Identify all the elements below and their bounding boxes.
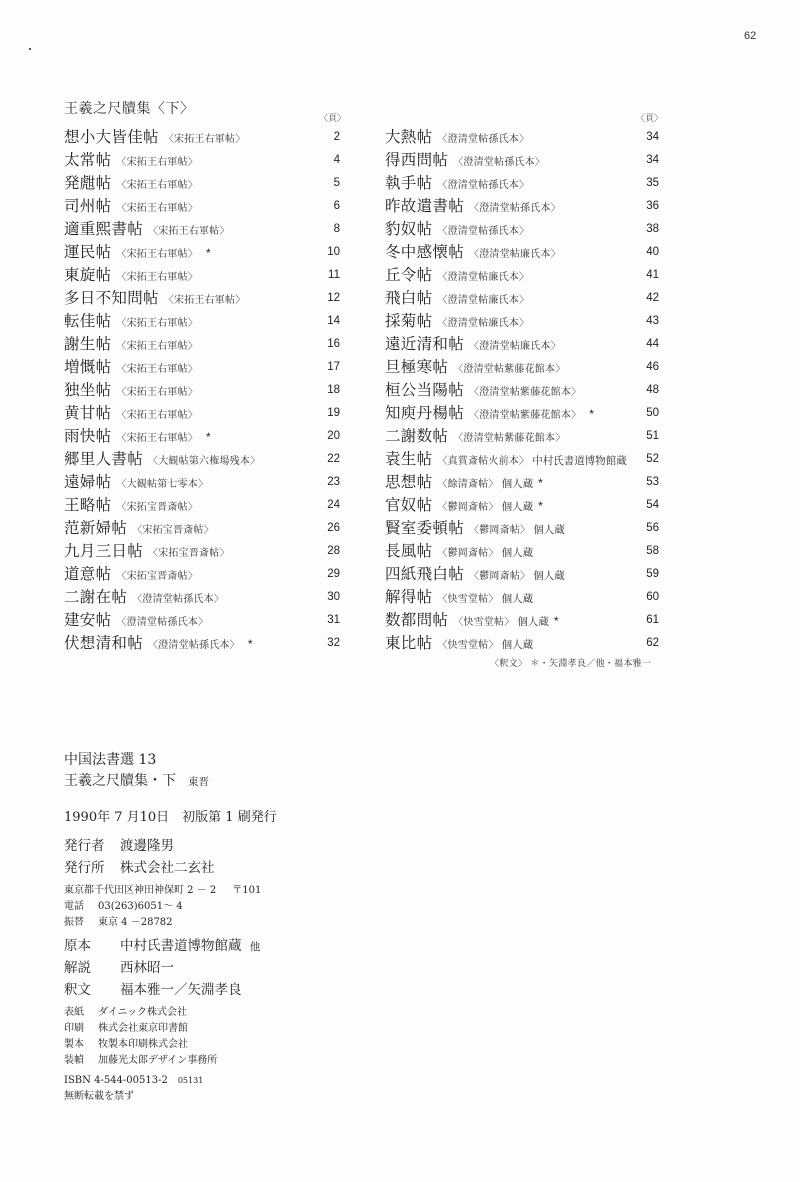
contents-title: 王羲之尺牘集〈下〉 [64, 101, 195, 117]
entry-page-number: 11 [328, 269, 340, 281]
entry-title: 数都問帖 [385, 611, 449, 629]
entry-page-number: 22 [327, 453, 340, 465]
entry-title: 運民帖 [64, 243, 112, 261]
entry-page-number: 19 [327, 407, 340, 419]
contents-entry [385, 471, 663, 494]
contents-entry [64, 471, 346, 494]
entry-title: 二謝在帖 [64, 588, 128, 606]
entry-page-number: 31 [327, 614, 340, 626]
entry-source: 〈宋拓宝晋斎帖〉 [116, 502, 199, 513]
entry-title: 発甝帖 [64, 174, 112, 192]
asterisk-icon: * [206, 430, 211, 444]
entry-title: 遠近清和帖 [385, 335, 465, 353]
publishing-house: 株式会社二玄社 [120, 860, 215, 876]
binding: 牧製本印刷株式会社 [98, 1039, 188, 1050]
entry-source: 〈宋拓王右軍帖〉 [163, 295, 246, 306]
transfer-account: 東京 4 －28782 [98, 917, 173, 928]
entry-title: 飛白帖 [385, 289, 433, 307]
entry-source: 〈澄清堂帖紫藤花館本〉 [469, 410, 582, 421]
contents-entry [64, 149, 346, 172]
contents-entry [385, 126, 663, 149]
entry-source: 〈澄清堂帖孫氏本〉 [148, 640, 240, 651]
entry-title: 雨快帖 [64, 427, 112, 445]
entry-collection: 個人蔵 [501, 478, 534, 490]
translation-credit: 〈釈文〉 ＊・矢淵孝良／他・福本雅一 [490, 659, 652, 669]
entry-source: 〈宋拓王右軍帖〉 [116, 387, 199, 398]
contents-entry [385, 241, 663, 264]
entry-title: 思想帖 [385, 473, 433, 491]
cover-row [64, 1005, 277, 1021]
entry-page-number: 4 [333, 154, 340, 166]
publishing-house-label: 発行所 [64, 860, 105, 876]
contents-entry [385, 379, 663, 402]
entry-collection: 個人蔵 [501, 547, 534, 559]
contents-entry [385, 195, 663, 218]
entry-source: 〈宋拓宝晋斎帖〉 [148, 548, 230, 559]
entry-source: 〈澄清堂帖孫氏本〉 [437, 180, 530, 191]
phone-label: 電話 [64, 901, 84, 912]
contents-entry [385, 310, 663, 333]
entry-title: 遠婦帖 [64, 473, 112, 491]
contents-entry [64, 172, 346, 195]
entry-page-number: 29 [327, 568, 340, 580]
entry-page-number: 53 [646, 476, 659, 488]
contents-entry [385, 540, 663, 563]
entry-title: 東旋帖 [64, 266, 112, 284]
commentary-row [64, 957, 277, 979]
contents-entry [385, 218, 663, 241]
contents-entry [385, 586, 663, 609]
entry-title: 九月三日帖 [64, 542, 144, 560]
entry-page-number: 32 [327, 637, 340, 649]
entry-source: 〈澄清堂帖廉氏本〉 [437, 295, 530, 306]
entry-collection: 中村氏書道博物館蔵 [532, 455, 627, 467]
entry-title: 増慨帖 [64, 358, 112, 376]
contents-entry [385, 563, 663, 586]
commentary: 西林昭一 [120, 960, 174, 976]
contents-entry [64, 264, 346, 287]
entry-title: 官奴帖 [385, 496, 433, 514]
right-entry-list [385, 126, 663, 655]
entry-page-number: 10 [327, 246, 340, 258]
entry-title: 採菊帖 [385, 312, 433, 330]
entry-title: 謝生帖 [64, 335, 112, 353]
entry-page-number: 24 [327, 499, 340, 511]
entry-source: 〈澄清堂帖孫氏本〉 [437, 226, 530, 237]
era: 東晋 [188, 776, 209, 788]
translation: 福本雅一／矢淵孝良 [120, 982, 242, 998]
entry-source: 〈宋拓王右軍帖〉 [163, 134, 246, 145]
contents-entry [385, 425, 663, 448]
entry-source: 〈宋拓王右軍帖〉 [116, 249, 199, 260]
phone-row [64, 899, 277, 915]
entry-page-number: 62 [646, 637, 659, 649]
entry-source: 〈大観帖第六権場残本〉 [148, 456, 261, 467]
entry-page-number: 44 [646, 338, 659, 350]
entry-page-number: 2 [333, 131, 340, 143]
contents-entry [385, 448, 663, 471]
entry-title: 桓公当陽帖 [385, 381, 465, 399]
entry-source: 〈宋拓王右軍帖〉 [116, 433, 199, 444]
copyright-notice: 無断転載を禁ず [64, 1091, 134, 1102]
publication-date: 1990年 7 月10日 初版第 1 刷発行 [64, 810, 277, 825]
entry-title: 執手帖 [385, 174, 433, 192]
entry-page-number: 14 [327, 315, 340, 327]
entry-source: 〈澄清堂帖紫藤花館本〉 [453, 364, 566, 375]
transfer-row [64, 915, 277, 931]
entry-source: 〈餘清斎帖〉 [437, 479, 499, 490]
entry-page-number: 41 [646, 269, 659, 281]
entry-title: 二謝数帖 [385, 427, 449, 445]
contents-entry [385, 333, 663, 356]
entry-source: 〈鬱岡斎帖〉 [437, 548, 499, 559]
entry-page-number: 58 [646, 545, 659, 557]
transfer-label: 振替 [64, 917, 84, 928]
entry-title: 昨故遣書帖 [385, 197, 465, 215]
entry-page-number: 12 [327, 292, 340, 304]
entry-collection: 個人蔵 [517, 616, 549, 628]
entry-title: 知庾丹楊帖 [385, 404, 465, 422]
entry-page-number: 43 [646, 315, 659, 327]
contents-entry [64, 448, 346, 471]
entry-source: 〈澄清堂帖廉氏本〉 [437, 272, 530, 283]
asterisk-icon: * [538, 499, 543, 513]
asterisk-icon: * [538, 476, 543, 490]
entry-source: 〈澄清堂帖紫藤花館本〉 [453, 433, 566, 444]
design-label: 装幀 [64, 1055, 84, 1066]
contents-entry [385, 402, 663, 425]
contents-entry [64, 287, 346, 310]
entry-source: 〈鬱岡斎帖〉 [437, 502, 499, 513]
entry-collection: 個人蔵 [533, 570, 565, 582]
contents-entry [64, 195, 346, 218]
entry-page-number: 28 [327, 545, 340, 557]
entry-page-number: 34 [646, 154, 659, 166]
translation-label: 釈文 [64, 982, 91, 998]
contents-entry [385, 494, 663, 517]
isbn-row [64, 1073, 277, 1089]
entry-source: 〈澄清堂帖紫藤花館本〉 [469, 387, 582, 398]
phone: 03(263)6051～ 4 [98, 901, 183, 912]
entry-title: 独坐帖 [64, 381, 112, 399]
publisher-row [64, 835, 277, 857]
entry-page-number: 35 [646, 177, 659, 189]
entry-title: 黄甘帖 [64, 404, 112, 422]
address-row [64, 883, 277, 899]
contents-entry [385, 264, 663, 287]
contents-entry [64, 218, 346, 241]
printing-label: 印刷 [64, 1023, 84, 1034]
series-title: 中国法書選 13 [64, 752, 157, 768]
entry-title: 建安帖 [64, 611, 112, 629]
entry-source: 〈澄清堂帖廉氏本〉 [437, 318, 530, 329]
entry-title: 想小大皆佳帖 [64, 128, 159, 146]
left-entry-list [64, 126, 346, 655]
entry-page-number: 46 [646, 361, 659, 373]
entry-source: 〈澄清堂帖廉氏本〉 [469, 341, 561, 352]
entry-title: 道意帖 [64, 565, 112, 583]
page-column-header: 〈頁〉 [635, 114, 663, 124]
entry-collection: 個人蔵 [501, 639, 534, 651]
entry-page-number: 8 [333, 223, 340, 235]
contents-entry [385, 149, 663, 172]
entry-title: 適重熙書帖 [64, 220, 144, 238]
entry-source: 〈宋拓王右軍帖〉 [116, 180, 199, 191]
entry-page-number: 61 [646, 614, 659, 626]
entry-source: 〈澄清堂帖孫氏本〉 [437, 134, 530, 145]
entry-source: 〈宋拓王右軍帖〉 [116, 364, 199, 375]
entry-title: 旦極寒帖 [385, 358, 449, 376]
entry-title: 袁生帖 [385, 450, 433, 468]
publisher-label: 発行者 [64, 838, 105, 854]
contents-right-column [385, 112, 663, 655]
entry-source: 〈澄清堂帖孫氏本〉 [453, 157, 546, 168]
entry-page-number: 59 [646, 568, 659, 580]
contents-entry [64, 540, 346, 563]
entry-page-number: 6 [333, 200, 340, 212]
entry-source: 〈宋拓宝晋斎帖〉 [132, 525, 214, 536]
entry-page-number: 5 [333, 177, 340, 189]
entry-title: 冬中感懐帖 [385, 243, 465, 261]
entry-title: 東比帖 [385, 634, 433, 652]
cover-label: 表紙 [64, 1007, 84, 1018]
contents-entry [64, 333, 346, 356]
entry-source: 〈鬱岡斎帖〉 [469, 571, 531, 582]
design: 加藤光太郎デザイン事務所 [98, 1055, 218, 1066]
contents-entry [64, 494, 346, 517]
entry-source: 〈宋拓王右軍帖〉 [116, 157, 199, 168]
asterisk-icon: * [247, 637, 253, 651]
entry-collection: 個人蔵 [533, 524, 565, 536]
entry-title: 得西問帖 [385, 151, 449, 169]
book-title: 王羲之尺牘集・下 [64, 773, 176, 789]
entry-source: 〈宋拓王右軍帖〉 [116, 203, 199, 214]
contents-entry [64, 126, 346, 149]
entry-title: 賢室委頓帖 [385, 519, 465, 537]
binding-row [64, 1037, 277, 1053]
entry-page-number: 16 [327, 338, 340, 350]
publishing-house-row [64, 857, 277, 879]
entry-page-number: 30 [327, 591, 340, 603]
entry-source: 〈快雪堂帖〉 [437, 640, 499, 651]
page-number: 62 [744, 30, 757, 42]
contents-entry [64, 632, 346, 655]
entry-source: 〈宋拓宝晋斎帖〉 [116, 571, 199, 582]
entry-page-number: 17 [327, 361, 340, 373]
entry-page-number: 34 [646, 131, 659, 143]
asterisk-icon: * [589, 407, 594, 421]
entry-source: 〈澄清堂帖廉氏本〉 [469, 249, 561, 260]
colophon [64, 750, 277, 1105]
entry-page-number: 42 [646, 292, 659, 304]
contents-entry [64, 563, 346, 586]
entry-page-number: 18 [327, 384, 340, 396]
entry-source: 〈宋拓王右軍帖〉 [148, 226, 230, 237]
entry-page-number: 38 [646, 223, 659, 235]
entry-source: 〈大観帖第七零本〉 [116, 479, 209, 490]
isbn: ISBN 4-544-00513-2 [64, 1075, 168, 1086]
entry-source: 〈澄清堂帖孫氏本〉 [469, 203, 561, 214]
commentary-label: 解説 [64, 960, 91, 976]
design-row [64, 1053, 277, 1069]
entry-title: 范新婦帖 [64, 519, 128, 537]
entry-page-number: 52 [646, 453, 659, 465]
entry-page-number: 40 [646, 246, 659, 258]
contents-entry [64, 425, 346, 448]
entry-page-number: 36 [646, 200, 659, 212]
entry-title: 丘令帖 [385, 266, 433, 284]
entry-source: 〈快雪堂帖〉 [437, 594, 499, 605]
page-column-header: 〈頁〉 [318, 114, 346, 124]
entry-page-number: 26 [327, 522, 340, 534]
address: 東京都千代田区神田神保町 2 － 2 [64, 885, 217, 896]
entry-collection: 個人蔵 [501, 501, 534, 513]
entry-source: 〈澄清堂帖孫氏本〉 [116, 617, 209, 628]
entry-title: 伏想清和帖 [64, 634, 144, 652]
entry-page-number: 60 [646, 591, 659, 603]
entry-source: 〈宋拓王右軍帖〉 [116, 318, 199, 329]
entry-title: 大熱帖 [385, 128, 433, 146]
contents-entry [64, 609, 346, 632]
entry-source: 〈宋拓王右軍帖〉 [116, 410, 199, 421]
entry-title: 転佳帖 [64, 312, 112, 330]
contents-entry [64, 310, 346, 333]
contents-entry [385, 632, 663, 655]
original-row [64, 935, 277, 957]
entry-page-number: 51 [646, 430, 659, 442]
translation-row [64, 979, 277, 1001]
contents-entry [64, 379, 346, 402]
entry-title: 司州帖 [64, 197, 112, 215]
entry-source: 〈宋拓王右軍帖〉 [116, 341, 199, 352]
contents-entry [64, 402, 346, 425]
binding-label: 製本 [64, 1039, 84, 1050]
entry-page-number: 20 [327, 430, 340, 442]
entry-page-number: 50 [646, 407, 659, 419]
printing-row [64, 1021, 277, 1037]
contents-entry [385, 172, 663, 195]
entry-source: 〈澄清堂帖孫氏本〉 [132, 594, 225, 605]
entry-title: 豹奴帖 [385, 220, 433, 238]
entry-source: 〈快雪堂帖〉 [453, 617, 515, 628]
entry-title: 太常帖 [64, 151, 112, 169]
entry-page-number: 48 [646, 384, 659, 396]
printing: 株式会社東京印書館 [98, 1023, 188, 1034]
asterisk-icon: * [553, 614, 559, 628]
isbn-code: 05131 [177, 1076, 204, 1085]
entry-title: 郷里人書帖 [64, 450, 144, 468]
entry-title: 解得帖 [385, 588, 433, 606]
entry-title: 王略帖 [64, 496, 112, 514]
entry-source: 〈鬱岡斎帖〉 [469, 525, 531, 536]
contents-entry [64, 586, 346, 609]
contents-entry [385, 287, 663, 310]
contents-entry [385, 356, 663, 379]
entry-page-number: 56 [646, 522, 659, 534]
entry-page-number: 54 [646, 499, 659, 511]
contents-entry [64, 356, 346, 379]
cover: ダイニック株式会社 [98, 1007, 187, 1018]
contents-left-column [64, 112, 346, 655]
entry-title: 多日不知問帖 [64, 289, 159, 307]
entry-collection: 個人蔵 [501, 593, 534, 605]
original-suffix: 他 [249, 941, 261, 953]
publisher: 渡邊隆男 [120, 838, 174, 854]
asterisk-icon: * [206, 246, 211, 260]
entry-title: 四紙飛白帖 [385, 565, 465, 583]
contents-entry [64, 241, 346, 264]
original-label: 原本 [64, 938, 91, 954]
postal-code: 〒101 [232, 885, 262, 896]
entry-source: 〈真賞斎帖火前本〉 [437, 456, 530, 467]
contents-entry [64, 517, 346, 540]
original: 中村氏書道博物館蔵 [120, 938, 242, 954]
scan-speck [29, 48, 31, 50]
contents-entry [385, 517, 663, 540]
entry-source: 〈宋拓王右軍帖〉 [116, 272, 199, 283]
book-title-line [64, 771, 277, 792]
entry-title: 長風帖 [385, 542, 433, 560]
contents-entry [385, 609, 663, 632]
entry-page-number: 23 [327, 476, 340, 488]
